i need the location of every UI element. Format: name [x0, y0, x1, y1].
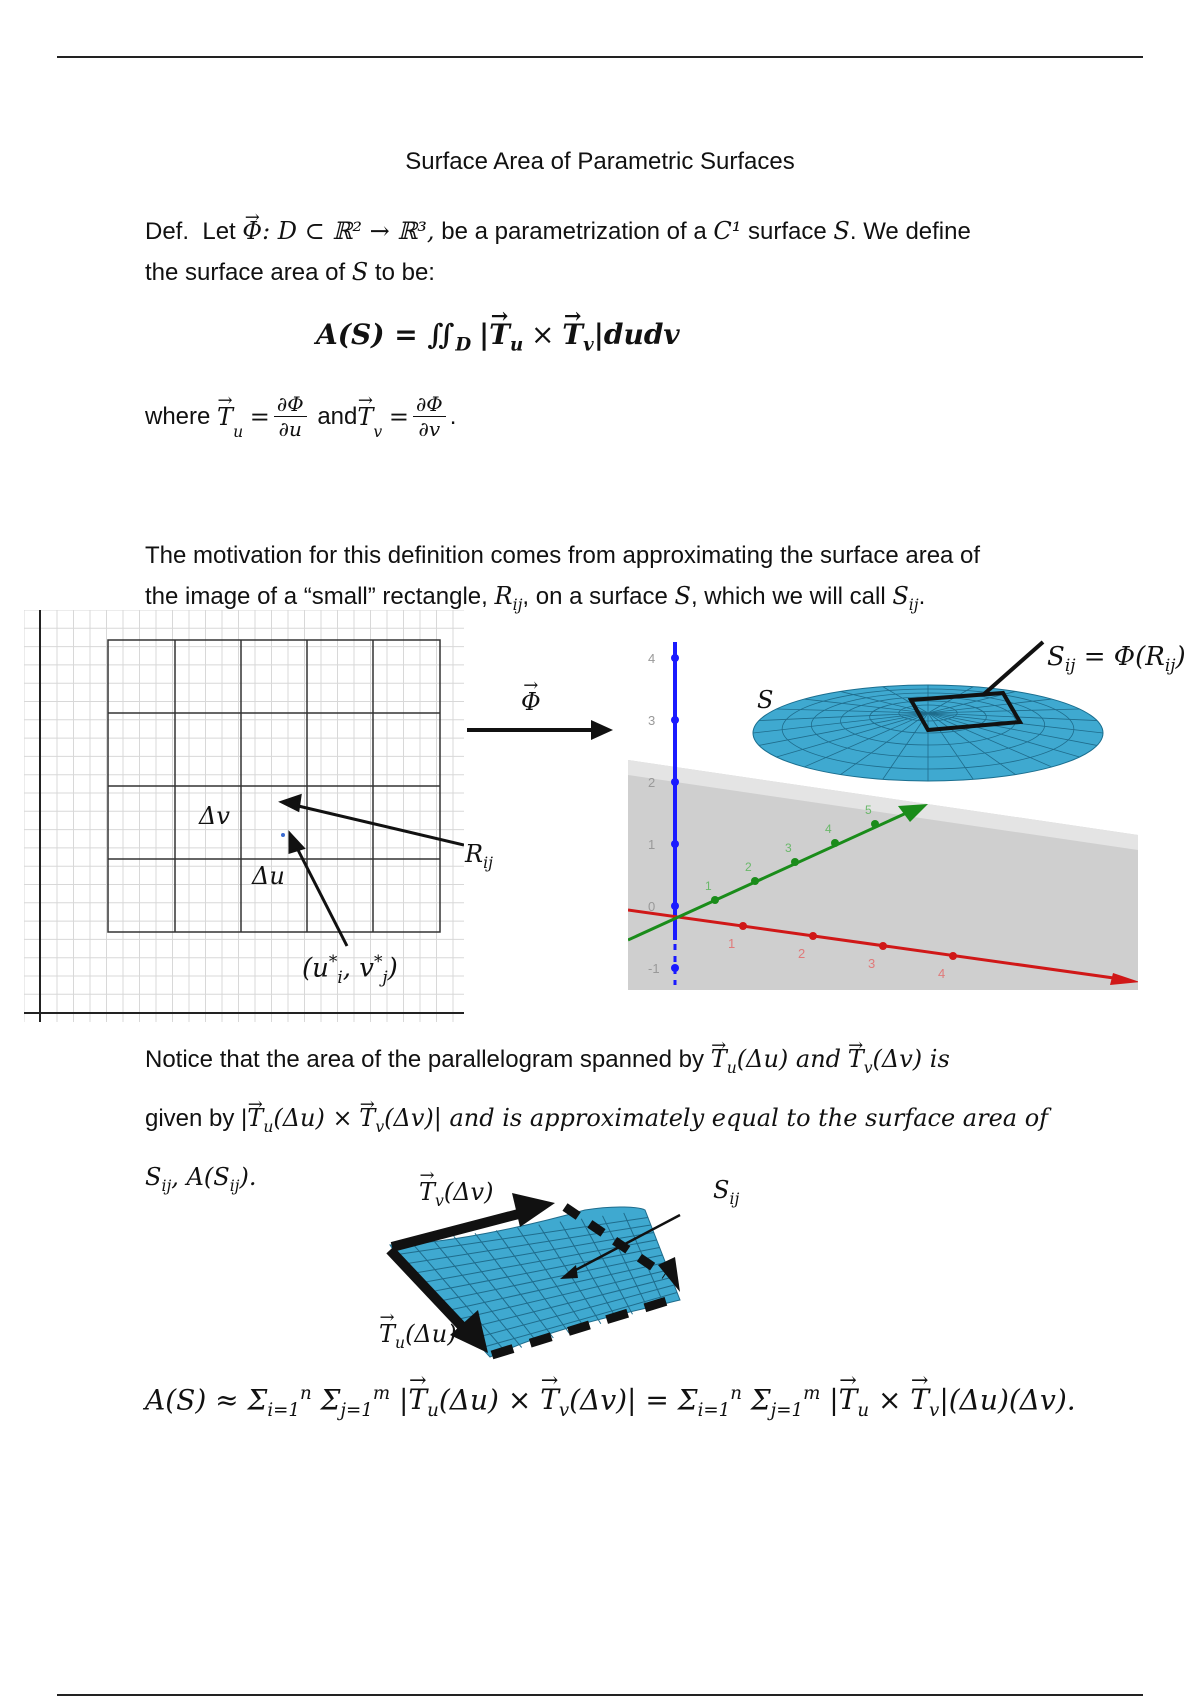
c1-symbol: C¹ — [713, 217, 742, 245]
notice-tu: → T — [711, 1034, 727, 1084]
notice-tu2-sub: u — [263, 1117, 274, 1136]
notice-paragraph — [145, 1034, 1085, 1210]
s-symbol: S — [833, 217, 850, 245]
x-tick-mark — [879, 942, 887, 950]
formula-tu: → T — [489, 318, 510, 351]
y-tick-label: 1 — [705, 879, 712, 893]
where-tv: → T — [357, 403, 373, 431]
phi-arrow-label: → Φ — [521, 688, 541, 716]
notice-line3-sub2: ij — [229, 1176, 240, 1195]
we-define-text: . We define — [849, 218, 971, 245]
sij-eq-close: ) — [1175, 642, 1186, 672]
notice-line3c: ). — [239, 1162, 257, 1191]
let-text: Let — [202, 218, 236, 245]
parameter-grid-figure — [24, 610, 464, 1022]
footer-rule — [57, 1694, 1143, 1696]
sum-h: × — [877, 1383, 902, 1417]
x-tick-label: 1 — [728, 936, 736, 951]
rij-label-sub: ij — [483, 853, 493, 872]
formula-domain: D — [455, 334, 472, 356]
notice-tu2: → T — [247, 1093, 263, 1143]
sij-sub: ij — [908, 595, 919, 614]
sum-c: | — [398, 1383, 409, 1417]
notice-tv-sub: v — [863, 1058, 873, 1077]
tv-den: ∂v — [418, 417, 441, 441]
formula-tv: → T — [562, 318, 583, 351]
z-tick-label: 1 — [648, 837, 656, 852]
z-tick-mark — [671, 902, 679, 910]
where-line: where → T $_u$ = $\frac{\partial\Phi}{\partial u}$ and → T $_v$ = $\frac{\partial\Phi}{\partial v}$ . — [145, 392, 456, 441]
motivation-line2a: the image of a “small” rectangle, — [145, 583, 488, 610]
notice-line2a: given by | — [145, 1104, 248, 1132]
notice-line1b: (Δu) and — [736, 1045, 842, 1073]
y-tick-label: 5 — [865, 803, 872, 817]
z-tick-label: 4 — [648, 651, 656, 666]
rij-label — [465, 840, 493, 872]
y-tick-mark — [831, 839, 839, 847]
surface-3d-figure — [628, 640, 1138, 1000]
z-tick-mark — [671, 964, 679, 972]
rij-label-r: R — [465, 840, 484, 868]
notice-line1a: Notice that the area of the parallelogram spanned by — [145, 1046, 705, 1073]
sum-m-b: m — [803, 1383, 821, 1404]
point-j: j — [382, 966, 388, 987]
sij-eq-rhs-sub: ij — [1164, 655, 1176, 676]
x-tick-label: 4 — [938, 966, 946, 981]
tu-num: ∂Φ — [274, 392, 307, 417]
sij-eq-sub: ij — [1064, 655, 1076, 676]
sum-n: n — [299, 1383, 312, 1404]
sum-m: m — [372, 1383, 391, 1404]
y-tick-label: 3 — [785, 841, 792, 855]
page-title: Surface Area of Parametric Surfaces — [405, 148, 795, 175]
sum-e: (Δv)| = Σ — [569, 1383, 698, 1417]
def-line2-prefix: the surface area of — [145, 259, 346, 286]
s-symbol-3: S — [674, 582, 691, 610]
tu-delta-u-label: → $T_u(\Delta u)$ — [379, 1320, 457, 1352]
sij-eq-rhs: = Φ(R — [1083, 642, 1165, 672]
notice-line1c: (Δv) is — [872, 1045, 950, 1073]
rij-symbol: R — [494, 582, 513, 610]
notice-tv2: → T — [359, 1093, 375, 1143]
sij-symbol: S — [892, 582, 909, 610]
notice-line2c: (Δv)| and is approximately equal to the surface area of — [384, 1103, 1049, 1132]
sij-phi-rij-label — [1047, 642, 1186, 675]
sum-f: Σ — [750, 1383, 771, 1417]
point-u: (u — [302, 953, 329, 984]
sum-a: A(S) ≈ Σ — [145, 1383, 268, 1417]
motivation-line1: The motivation for this definition comes from approximating the surface area of — [145, 542, 981, 569]
tu-den: ∂u — [278, 417, 302, 441]
period: . — [918, 583, 926, 610]
formula-v-sub: v — [583, 334, 594, 356]
z-tick-mark — [671, 716, 679, 724]
motivation-line2c: , which we will call — [690, 583, 886, 610]
notice-line2b: (Δu) × — [273, 1103, 353, 1132]
z-tick-label: 0 — [648, 899, 656, 914]
notice-sij: S — [145, 1162, 162, 1191]
y-tick-mark — [711, 896, 719, 904]
rij-sub: ij — [512, 595, 523, 614]
def-line2-suffix: to be: — [374, 259, 435, 286]
tu-label-text: (Δu) — [405, 1320, 457, 1348]
tv-delta-v-label: → $T_v(\Delta v)$ — [419, 1178, 493, 1210]
where-u-sub: u — [233, 423, 244, 441]
s-symbol-2: S — [351, 258, 369, 286]
y-tick-label: 4 — [825, 822, 832, 836]
x-tick-label: 2 — [798, 946, 806, 961]
z-tick-mark — [671, 654, 679, 662]
definition-paragraph — [145, 211, 1085, 293]
sum-d: (Δu) × — [438, 1383, 532, 1417]
notice-tv: → T — [848, 1034, 864, 1084]
x-tick-mark — [739, 922, 747, 930]
point-label: ($u^*_i$, $v^*_j$) — [302, 951, 398, 987]
sum-n-b: n — [730, 1383, 742, 1404]
sij-eq-s: S — [1047, 642, 1065, 672]
sij-fig2-label — [713, 1176, 739, 1208]
x-tick-mark — [949, 952, 957, 960]
sum-j1-b: j=1 — [770, 1399, 804, 1421]
mapping-text: : D ⊂ ℝ² → ℝ³, — [262, 217, 435, 245]
sum-i1-b: i=1 — [697, 1399, 731, 1421]
sum-j1: j=1 — [340, 1399, 373, 1421]
x-tick-mark — [809, 932, 817, 940]
point-comma: , v — [342, 953, 374, 984]
where-word: where — [145, 402, 211, 430]
sum-g: | — [829, 1383, 839, 1417]
z-tick-label: 2 — [648, 775, 656, 790]
surface-s-label: S — [757, 686, 774, 714]
where-tu: → T — [217, 403, 233, 431]
notice-tu-sub: u — [726, 1058, 737, 1077]
point-close: ) — [387, 953, 398, 984]
tu-fraction — [274, 392, 307, 441]
z-tick-label: -1 — [648, 961, 660, 976]
tv-label-text: (Δv) — [443, 1178, 494, 1206]
def-label: Def. — [145, 218, 190, 245]
sum-b: Σ — [320, 1383, 341, 1417]
and-word: and — [317, 402, 358, 430]
motivation-line2b: , on a surface — [522, 583, 668, 610]
notice-tv2-sub: v — [375, 1117, 385, 1136]
area-formula: $A(S) = ∬_D$ |→ $T_u$ × → $T_v|dudv$ — [316, 318, 680, 356]
header-rule — [57, 56, 1143, 58]
y-tick-mark — [791, 858, 799, 866]
formula-cross: × — [531, 318, 555, 351]
sij-fig2-s: S — [713, 1176, 730, 1204]
def-mid-text: be a parametrization of a — [441, 218, 707, 245]
phi-mapping-arrow — [465, 715, 615, 745]
sum-i: |(Δu)(Δv). — [939, 1383, 1076, 1417]
z-tick-mark — [671, 778, 679, 786]
sij-fig2-sub: ij — [729, 1189, 740, 1208]
delta-u-label: Δu — [252, 862, 285, 890]
formula-lhs: A(S) = ∬ — [316, 318, 456, 351]
delta-v-label: Δv — [199, 802, 230, 830]
phi-symbol: → Φ — [242, 211, 262, 251]
y-tick-label: 2 — [745, 860, 752, 874]
sum-i1: i=1 — [267, 1399, 300, 1421]
point-i: i — [337, 966, 343, 987]
x-tick-label: 3 — [868, 956, 876, 971]
tv-num: ∂Φ — [413, 392, 446, 417]
formula-tail: dudv — [603, 318, 680, 351]
where-v-sub: v — [373, 423, 383, 441]
z-tick-label: 3 — [648, 713, 656, 728]
tv-fraction — [413, 392, 446, 441]
z-tick-mark — [671, 840, 679, 848]
notice-line3b: , A(S — [171, 1162, 230, 1191]
riemann-sum-formula: $A(S) \approx \Sigma_{i=1}^n$ $\Sigma_{j=1}^m$ |→ $T_u(\Delta u)$ × → $T_v(\Delta v)| = \Sigma_{i=1}^n$ $\Sigma_{j=1}^m$ |→ $T_u$ × → $T_v|(\Delta u)(\Delta v)$. — [145, 1383, 1076, 1421]
formula-u-sub: u — [510, 334, 524, 356]
notice-sij-sub: ij — [161, 1176, 172, 1195]
y-tick-mark — [751, 877, 759, 885]
y-tick-mark — [871, 820, 879, 828]
surface-word: surface — [748, 218, 827, 245]
